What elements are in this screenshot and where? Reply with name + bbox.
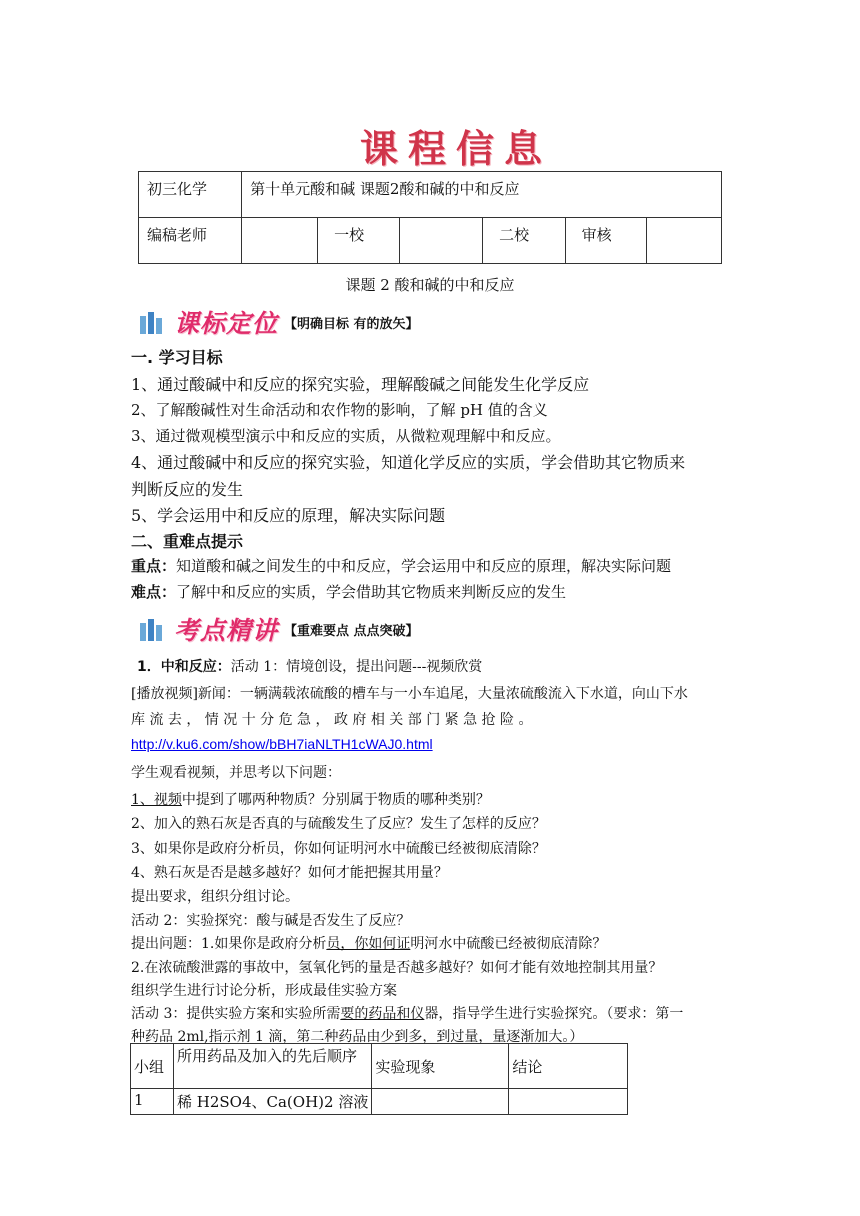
objectives-heading: 一. 学习目标 — [131, 348, 223, 367]
content-line — [137, 656, 482, 676]
objective-item: 判断反应的发生 — [131, 480, 244, 499]
content-line: 提出要求，组织分组讨论。 — [131, 889, 299, 905]
focus-text: 知道酸和碱之间发生的中和反应，学会运用中和反应的原理，解决实际问题 — [176, 557, 672, 575]
lesson-subtitle: 课题 2 酸和碱的中和反应 — [345, 276, 515, 294]
content-line: 2.在浓硫酸泄露的事故中，氢氧化钙的量是否越多越好？如何才能有效地控制其用量？ — [131, 960, 663, 976]
column-header: 实验现象 — [372, 1044, 509, 1089]
content-line: 组织学生进行讨论分析，形成最佳实验方案 — [131, 983, 397, 999]
content-line: 种药品 2ml,指示剂 1 滴，第二种药品由少到多，到过量，量逐渐加大。） — [131, 1029, 584, 1045]
banner-subtitle: 【重难要点 点点突破】 — [284, 623, 419, 639]
content-line: 活动 2：实验探究：酸与碱是否发生了反应？ — [131, 913, 411, 929]
question-line: 3、如果你是政府分析员，你如何证明河水中硫酸已经被彻底清除？ — [131, 841, 546, 857]
table-cell — [372, 1089, 509, 1115]
content-line: [播放视频]新闻：一辆满载浓硫酸的槽车与一小车追尾，大量浓硫酸流入下水道，向山下水 — [131, 686, 688, 702]
objective-item: 2、了解酸碱性对生命活动和农作物的影响，了解 pH 值的含义 — [131, 401, 548, 419]
text-segment: 员，你如何证 — [326, 936, 411, 952]
difficulty-text: 了解中和反应的实质，学会借助其它物质来判断反应的发生 — [176, 583, 567, 601]
column-header: 小组 — [131, 1044, 174, 1089]
question-prefix: 1、视频 — [131, 792, 182, 808]
text-segment: 提出问题：1.如果你是政府分析 — [131, 936, 327, 952]
review-value — [647, 218, 722, 264]
question-line — [131, 789, 490, 809]
content-line: 库 流 去 ， 情 况 十 分 危 急 ， 政 府 相 关 部 门 紧 急 抢 险 。 — [131, 712, 533, 728]
focus-line — [131, 555, 671, 576]
editor-value — [242, 218, 318, 264]
curriculum-banner — [140, 307, 419, 337]
banner-subtitle: 【明确目标 有的放矢】 — [284, 316, 419, 332]
text-segment: 要的药品和仪 — [340, 1006, 425, 1022]
book-icon — [140, 617, 170, 641]
question-line: 4、熟石灰是否是越多越好？如何才能把握其用量？ — [131, 865, 448, 881]
question-text: 中提到了哪两种物质？分别属于物质的哪种类别？ — [181, 792, 490, 808]
table-cell: 稀 H2SO4、Ca(OH)2 溶液 — [174, 1089, 372, 1115]
objective-item: 4、通过酸碱中和反应的探究实验，知道化学反应的实质，学会借助其它物质来 — [131, 453, 686, 472]
section-label: 1．中和反应： — [137, 659, 231, 675]
school1-value — [399, 218, 483, 264]
table-row — [131, 1089, 628, 1115]
difficulty-line — [131, 581, 566, 602]
table-header-row — [131, 1044, 628, 1089]
objective-item: 1、通过酸碱中和反应的探究实验，理解酸碱之间能发生化学反应 — [131, 375, 590, 394]
review-label: 审核 — [565, 218, 646, 264]
content-line — [131, 1003, 683, 1023]
content-line — [131, 933, 606, 953]
keypoints-heading: 二、重难点提示 — [131, 532, 244, 551]
text-segment: 明河水中硫酸已经被彻底清除？ — [410, 936, 607, 952]
activity-text: 活动 1：情境创设，提出问题---视频欣赏 — [230, 659, 483, 675]
book-icon — [140, 310, 170, 334]
focus-label: 重点： — [131, 557, 177, 575]
column-header: 所用药品及加入的先后顺序 — [174, 1044, 372, 1089]
text-segment: 活动 3：提供实验方案和实验所需 — [131, 1006, 341, 1022]
school2-label: 二校 — [483, 218, 566, 264]
school1-label: 一校 — [318, 218, 399, 264]
column-header: 结论 — [509, 1044, 628, 1089]
editor-label: 编稿老师 — [139, 218, 242, 264]
course-info-banner: 课程信息 — [360, 127, 553, 171]
table-cell: 1 — [131, 1089, 174, 1115]
objective-item: 5、学会运用中和反应的原理，解决实际问题 — [131, 506, 446, 525]
difficulty-label: 难点： — [131, 583, 177, 601]
content-line: 学生观看视频，并思考以下问题： — [131, 765, 341, 781]
course-info-table — [138, 171, 722, 264]
topic-cell: 第十单元酸和碱 课题2酸和碱的中和反应 — [242, 172, 722, 218]
banner-title: 课标定位 — [174, 309, 279, 338]
banner-title: 考点精讲 — [174, 616, 279, 645]
subject-cell: 初三化学 — [139, 172, 242, 218]
video-link[interactable]: http://v.ku6.com/show/bBH7iaNLTH1cWAJ0.html — [131, 736, 433, 752]
text-segment: 器，指导学生进行实验探究。（要求：第一 — [424, 1006, 684, 1022]
table-cell — [509, 1089, 628, 1115]
experiment-table — [130, 1043, 628, 1115]
exam-points-banner — [140, 614, 419, 644]
question-line: 2、加入的熟石灰是否真的与硫酸发生了反应？发生了怎样的反应？ — [131, 816, 546, 832]
objective-item: 3、通过微观模型演示中和反应的实质，从微粒观理解中和反应。 — [131, 427, 561, 445]
